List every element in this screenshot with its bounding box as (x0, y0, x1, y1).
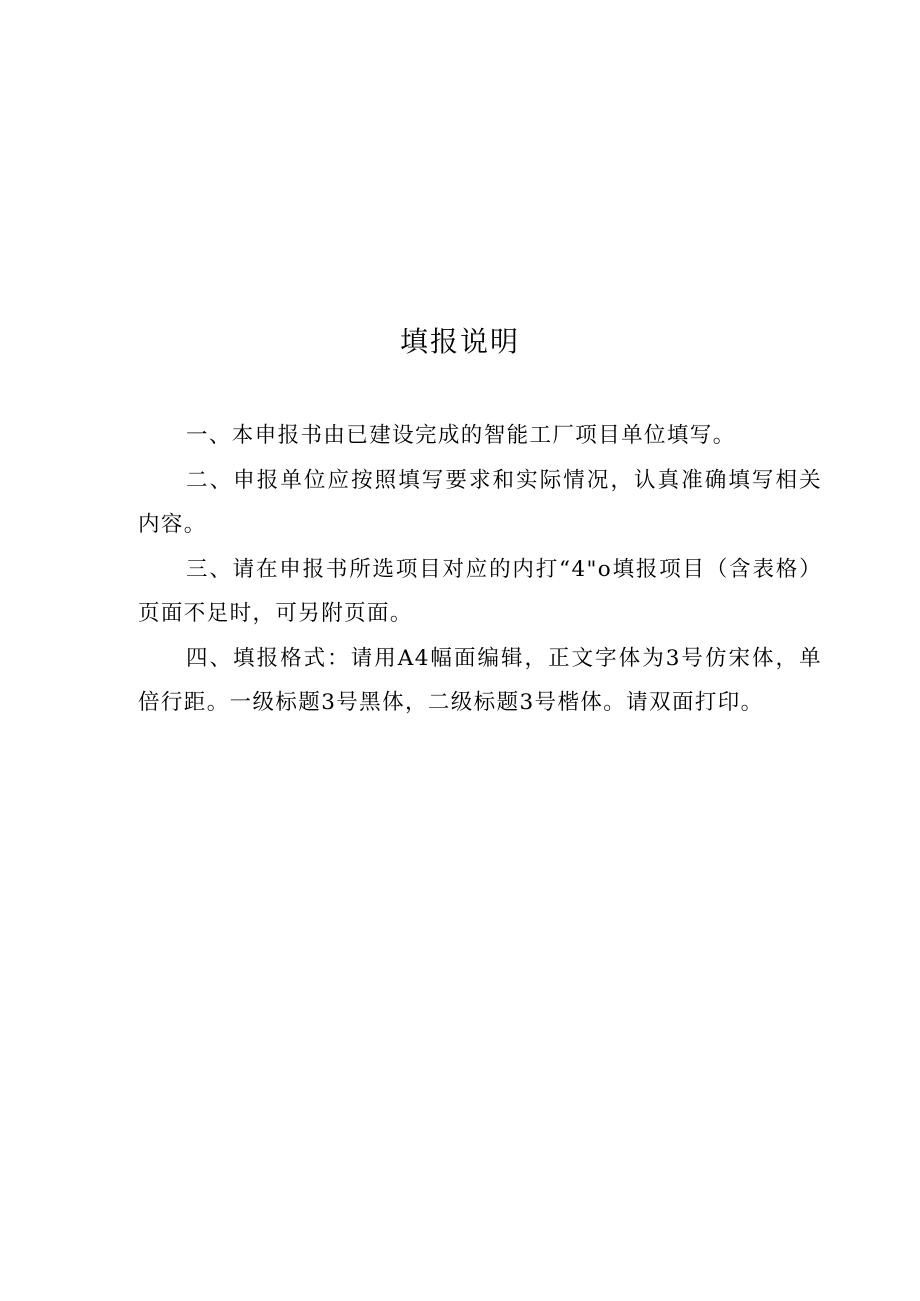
page-title: 填报说明 (399, 325, 520, 358)
instruction-paragraph-1: 一、本申报书由已建设完成的智能工厂项目单位填写。 (186, 423, 736, 448)
instruction-paragraph-3: 三、请在申报书所选项目对应的内打“4"o填报项目（含表格）页面不足时，可另附页面。 (138, 556, 822, 626)
instructions-body (138, 414, 822, 726)
instruction-paragraph-4: 四、填报格式：请用A4幅面编辑，正文字体为3号仿宋体，单倍行距。一级标题3号黑体，二级标题3号楷体。请双面打印。 (138, 645, 822, 715)
instruction-paragraph-2: 二、申报单位应按照填写要求和实际情况，认真准确填写相关内容。 (138, 467, 822, 537)
